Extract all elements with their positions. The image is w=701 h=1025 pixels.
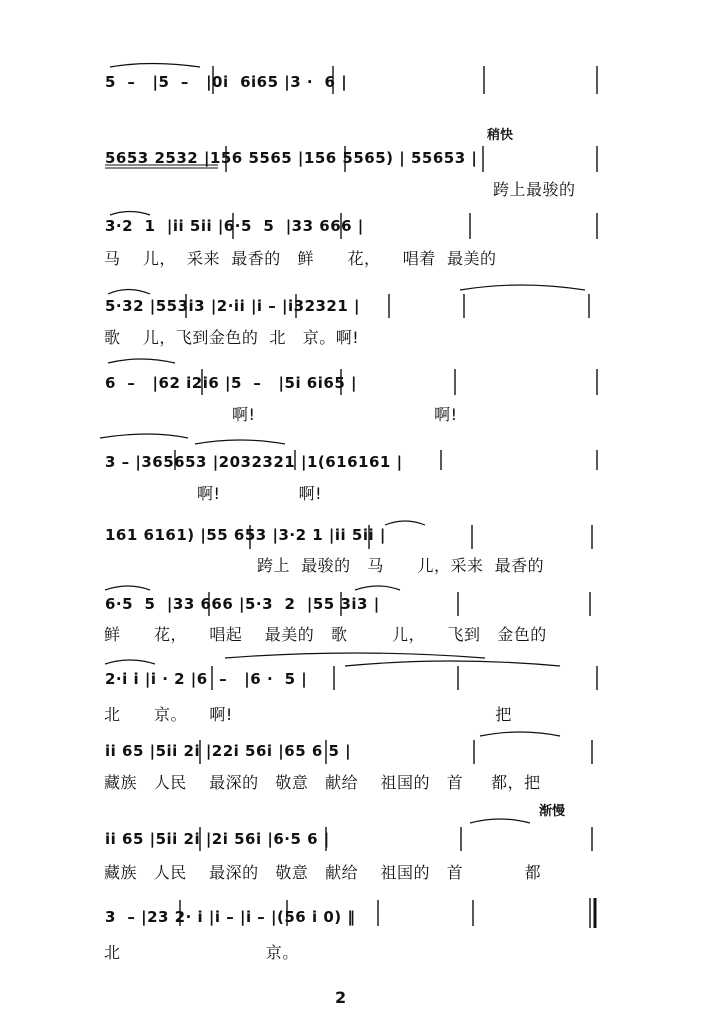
system-9-notes: 2·i i |i · 2 |6 – |6 · 5 | [105,670,308,688]
system-7-lyrics: 跨上 最骏的 马 儿，采来 最香的 [257,556,545,575]
system-6-notes: 3 – |365653 |2032321 |1(616161 | [105,453,403,471]
system-12-notes: 3 – |23 2· i |i – |i – |(56 i 0) ‖ [105,908,356,926]
system-3-lyrics: 马 儿， 采来 最香的 鲜 花， 唱着 最美的 [104,249,497,268]
system-1 [0,0,701,100]
system-2-lyrics: 跨上最骏的 [493,180,576,199]
tempo-marking: 稍快 [487,128,514,143]
system-4-notes: 5·32 |553i3 |2·ii |i – |i32321 | [105,297,361,315]
system-6-lyrics: 啊! 啊! [197,484,323,503]
system-1-notes: 5 – |5 – |0i 6i65 |3 · 6 | [105,73,348,91]
system-11-notes: ii 65 |5ii 2i |2i 56i |6·5 6 | [105,830,330,848]
tempo-marking-slow: 渐慢 [539,804,566,819]
system-2-notes: 5653 2532 |156 5565 |156 5565) | 55653 | [105,149,478,167]
system-9-lyrics: 北 京。 啊! 把 [104,705,512,724]
system-11-lyrics: 藏族 人民 最深的 敬意 献给 祖国的 首 都 [104,863,542,882]
system-4-lyrics: 歌 儿，飞到金色的 北 京。啊! [104,328,360,347]
page-number: 2 [335,988,347,1007]
system-5-notes: 6 – |62 i2i6 |5 – |5i 6i65 | [105,374,357,392]
system-8-lyrics: 鲜 花， 唱起 最美的 歌 儿， 飞到 金色的 [104,625,547,644]
system-10-notes: ii 65 |5ii 2i |22i 56i |65 6 5 | [105,742,352,760]
system-12-lyrics: 北 京。 [104,943,299,962]
system-7-notes: 161 6161) |55 653 |3·2 1 |ii 5ii | [105,526,386,544]
system-10-lyrics: 藏族 人民 最深的 敬意 献给 祖国的 首 都，把 [104,773,541,792]
system-8-notes: 6·5 5 |33 666 |5·3 2 |55 3i3 | [105,595,380,613]
system-5-lyrics: 啊! 啊! [232,405,458,424]
system-3-notes: 3·2 1 |ii 5ii |6·5 5 |33 666 | [105,217,364,235]
